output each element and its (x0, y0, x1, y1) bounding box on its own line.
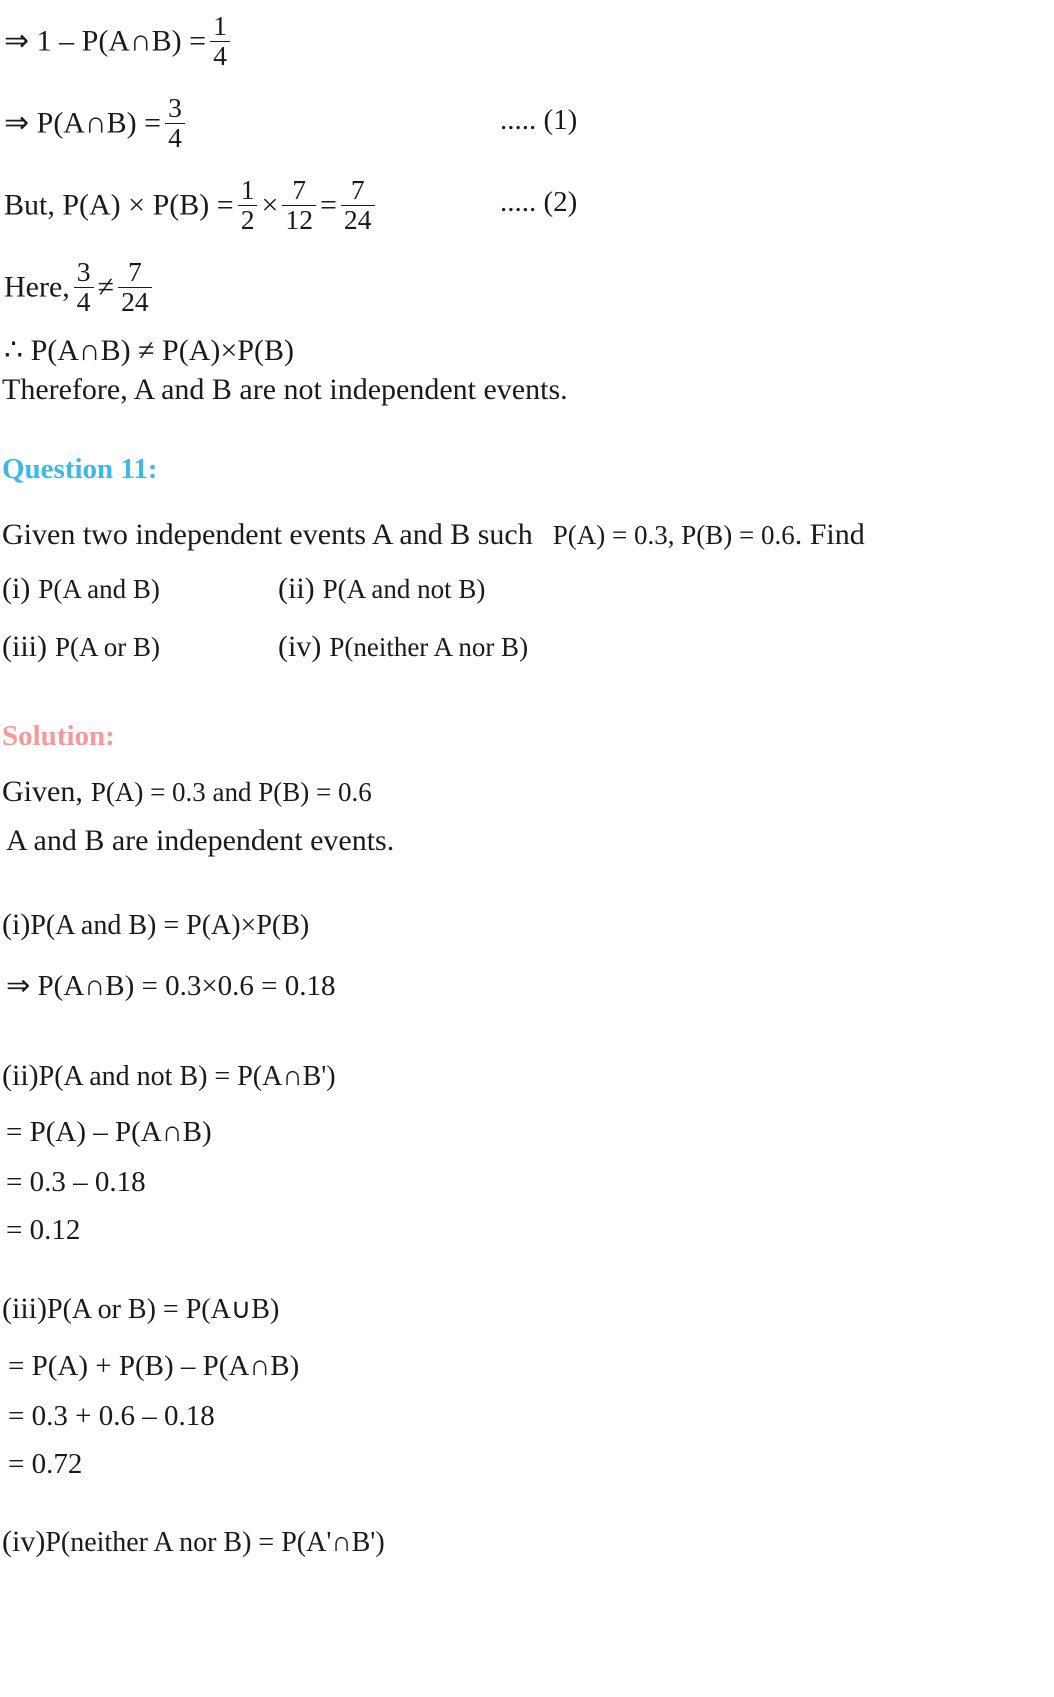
question-heading (2, 453, 158, 486)
solution-part-iii-line-1-text: P(A or B) = P(A∪B) (47, 1294, 280, 1325)
question-item-iv-text: P(neither A nor B) (329, 632, 529, 662)
solution-given-line (2, 775, 372, 809)
fraction-seven-twelfths (282, 176, 316, 235)
solution-given-label: Given, (2, 775, 83, 808)
equation-line-1-text: ⇒ 1 – P(A∩B) = (4, 24, 207, 58)
solution-part-i-label: (i) (2, 908, 31, 941)
solution-part-iv-label: (iv) (2, 1525, 46, 1558)
equation-reference-1-text: ..... (1) (500, 104, 578, 136)
question-item-i (2, 572, 160, 606)
question-statement-part-3: . Find (794, 518, 865, 551)
question-item-iii (2, 630, 160, 664)
solution-part-i-line-1 (2, 908, 309, 942)
equation-reference-2-text: ..... (2) (500, 186, 578, 218)
fraction-numerator: 7 (118, 258, 152, 288)
solution-part-iii-label: (iii) (2, 1292, 47, 1325)
solution-part-ii-line-2 (6, 1116, 212, 1149)
solution-part-ii-line-4-text: = 0.12 (6, 1214, 81, 1246)
solution-part-iii-line-4 (8, 1448, 82, 1481)
equation-line-2 (4, 92, 189, 155)
conclusion-line (2, 373, 568, 407)
equation-line-4 (4, 256, 156, 319)
fraction-numerator: 7 (282, 176, 316, 206)
solution-part-iv-line-1 (2, 1525, 385, 1559)
equation-line-5-text: ∴ P(A∩B) ≠ P(A)×P(B) (4, 334, 294, 367)
equation-line-2-text: ⇒ P(A∩B) = (4, 106, 162, 140)
question-statement-part-1: Given two independent events A and B such (2, 518, 533, 551)
solution-given-note-text: A and B are independent events. (6, 824, 395, 857)
solution-part-i-line-2 (6, 968, 336, 1003)
fraction-one-quarter (210, 12, 230, 71)
equation-line-5 (4, 333, 294, 368)
solution-part-iii-line-4-text: = 0.72 (8, 1448, 83, 1480)
solution-given-text: P(A) = 0.3 and P(B) = 0.6 (90, 777, 372, 807)
solution-part-ii-line-4 (6, 1214, 80, 1247)
fraction-seven-twentyfourths-compare (118, 258, 152, 317)
fraction-one-half (238, 176, 258, 235)
fraction-numerator: 3 (165, 94, 185, 124)
solution-part-i-line-1-text: P(A and B) = P(A)×P(B) (30, 910, 310, 941)
solution-part-ii-label: (ii) (2, 1059, 39, 1092)
question-heading-text: Question 11: (2, 453, 158, 485)
solution-heading-text: Solution: (2, 720, 115, 752)
solution-part-i-line-2-text: ⇒ P(A∩B) = 0.3×0.6 = 0.18 (6, 970, 336, 1002)
solution-part-iii-line-2 (8, 1350, 299, 1383)
equation-reference-2 (500, 186, 577, 219)
solution-part-iii-line-2-text: = P(A) + P(B) – P(A∩B) (8, 1350, 300, 1382)
fraction-numerator: 7 (341, 176, 375, 206)
question-item-ii-label: (ii) (278, 572, 315, 605)
question-item-ii-text: P(A and not B) (322, 574, 486, 604)
equation-reference-1 (500, 104, 577, 137)
question-item-ii (278, 572, 485, 606)
multiplication-sign: × (261, 188, 279, 222)
fraction-numerator: 3 (74, 258, 94, 288)
fraction-denominator: 4 (76, 285, 91, 317)
solution-part-ii-line-1 (2, 1059, 336, 1093)
question-item-i-label: (i) (2, 572, 31, 605)
solution-part-iii-line-3-text: = 0.3 + 0.6 – 0.18 (8, 1400, 215, 1432)
equals-sign: = (320, 188, 337, 222)
solution-part-ii-line-3 (6, 1166, 146, 1199)
solution-given-note (6, 824, 394, 858)
fraction-denominator: 24 (121, 285, 149, 317)
question-item-iv-label: (iv) (278, 630, 322, 663)
fraction-numerator: 1 (210, 12, 230, 42)
question-item-i-text: P(A and B) (38, 574, 160, 604)
solution-part-iii-line-3 (8, 1400, 215, 1433)
equation-line-3 (4, 174, 379, 237)
question-item-iii-label: (iii) (2, 630, 47, 663)
question-statement (2, 518, 865, 552)
solution-part-ii-line-2-text: = P(A) – P(A∩B) (6, 1116, 212, 1148)
not-equal-sign: ≠ (97, 270, 115, 304)
fraction-numerator: 1 (238, 176, 258, 206)
question-item-iv (278, 630, 528, 664)
fraction-denominator: 24 (343, 203, 372, 235)
fraction-seven-twentyfourths (341, 176, 375, 235)
fraction-denominator: 12 (285, 203, 313, 235)
equation-line-1 (4, 10, 234, 73)
conclusion-text: Therefore, A and B are not independent events. (2, 373, 568, 406)
solution-heading (2, 720, 115, 753)
solution-part-iv-line-1-text: P(neither A nor B) = P(A'∩B') (45, 1527, 385, 1558)
question-item-iii-text: P(A or B) (55, 632, 161, 662)
equation-line-4-text: Here, (4, 270, 70, 304)
question-statement-math: P(A) = 0.3, P(B) = 0.6 (552, 520, 795, 550)
fraction-denominator: 4 (168, 121, 182, 153)
fraction-denominator: 2 (240, 203, 255, 235)
solution-part-ii-line-1-text: P(A and not B) = P(A∩B') (38, 1061, 336, 1092)
fraction-denominator: 4 (213, 39, 227, 71)
fraction-three-quarters-compare (74, 258, 94, 317)
fraction-three-quarters (165, 94, 185, 153)
solution-part-ii-line-3-text: = 0.3 – 0.18 (6, 1166, 146, 1198)
equation-line-3-text: But, P(A) × P(B) = (4, 188, 234, 222)
solution-part-iii-line-1 (2, 1292, 279, 1326)
